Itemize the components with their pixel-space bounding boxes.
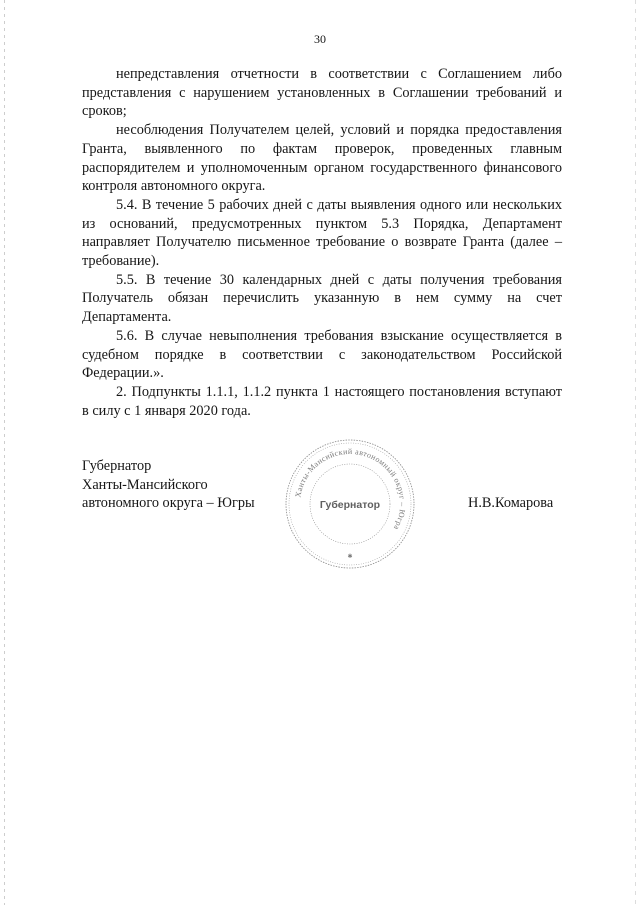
seal-ring-textpath: Ханты-Мансийский автономный округ – Югра [293,446,408,532]
official-seal [282,436,418,572]
body-text [82,65,562,420]
signatory-name: Н.В.Комарова [468,495,554,511]
paragraph-5-6: 5.6. В случае невыполнения требования взыскание осуществляется в судебном порядке в соответствии с законодательством Российской Федерации.». [82,327,562,382]
seal-ring-text [293,447,407,532]
signatory-position-line-3: автономного округа – Югры [82,495,255,512]
paragraph-noncompliance: несоблюдения Получателем целей, условий и порядка предоставления Гранта, выявленного по фактам проверок, проведенных главным распорядителем и уполномоченным органом государственного финансового контроля автономного округа. [82,122,562,195]
scan-edge-left [4,0,5,905]
signatory-position [82,457,255,513]
signatory-position-line-1: Губернатор [82,458,152,474]
paragraph-5-5: 5.5. В течение 30 календарных дней с даты получения требования Получатель обязан перечислить указанную в нем сумму на счет Департамента. [82,271,562,326]
seal-center-text: Губернатор [319,499,381,511]
paragraph-5-4: 5.4. В течение 5 рабочих дней с даты выявления одного или нескольких из оснований, предусмотренных пунктом 5.3 Порядка, Департамент направляет Получателю письменное требование о возврате Гранта (далее – требование). [82,196,562,270]
paragraph-2-effective-date: 2. Подпункты 1.1.1, 1.1.2 пункта 1 настоящего постановления вступают в силу с 1 января 2020 года. [82,383,562,419]
scan-edge-right [635,0,636,905]
page-number: 30 [314,32,326,46]
signatory-position-line-2: Ханты-Мансийского [82,476,208,493]
seal-star: ✱ [347,553,353,560]
paragraph-unreported: непредставления отчетности в соответствии с Соглашением либо представления с нарушением установленных в Соглашении требований и сроков; [82,66,562,120]
